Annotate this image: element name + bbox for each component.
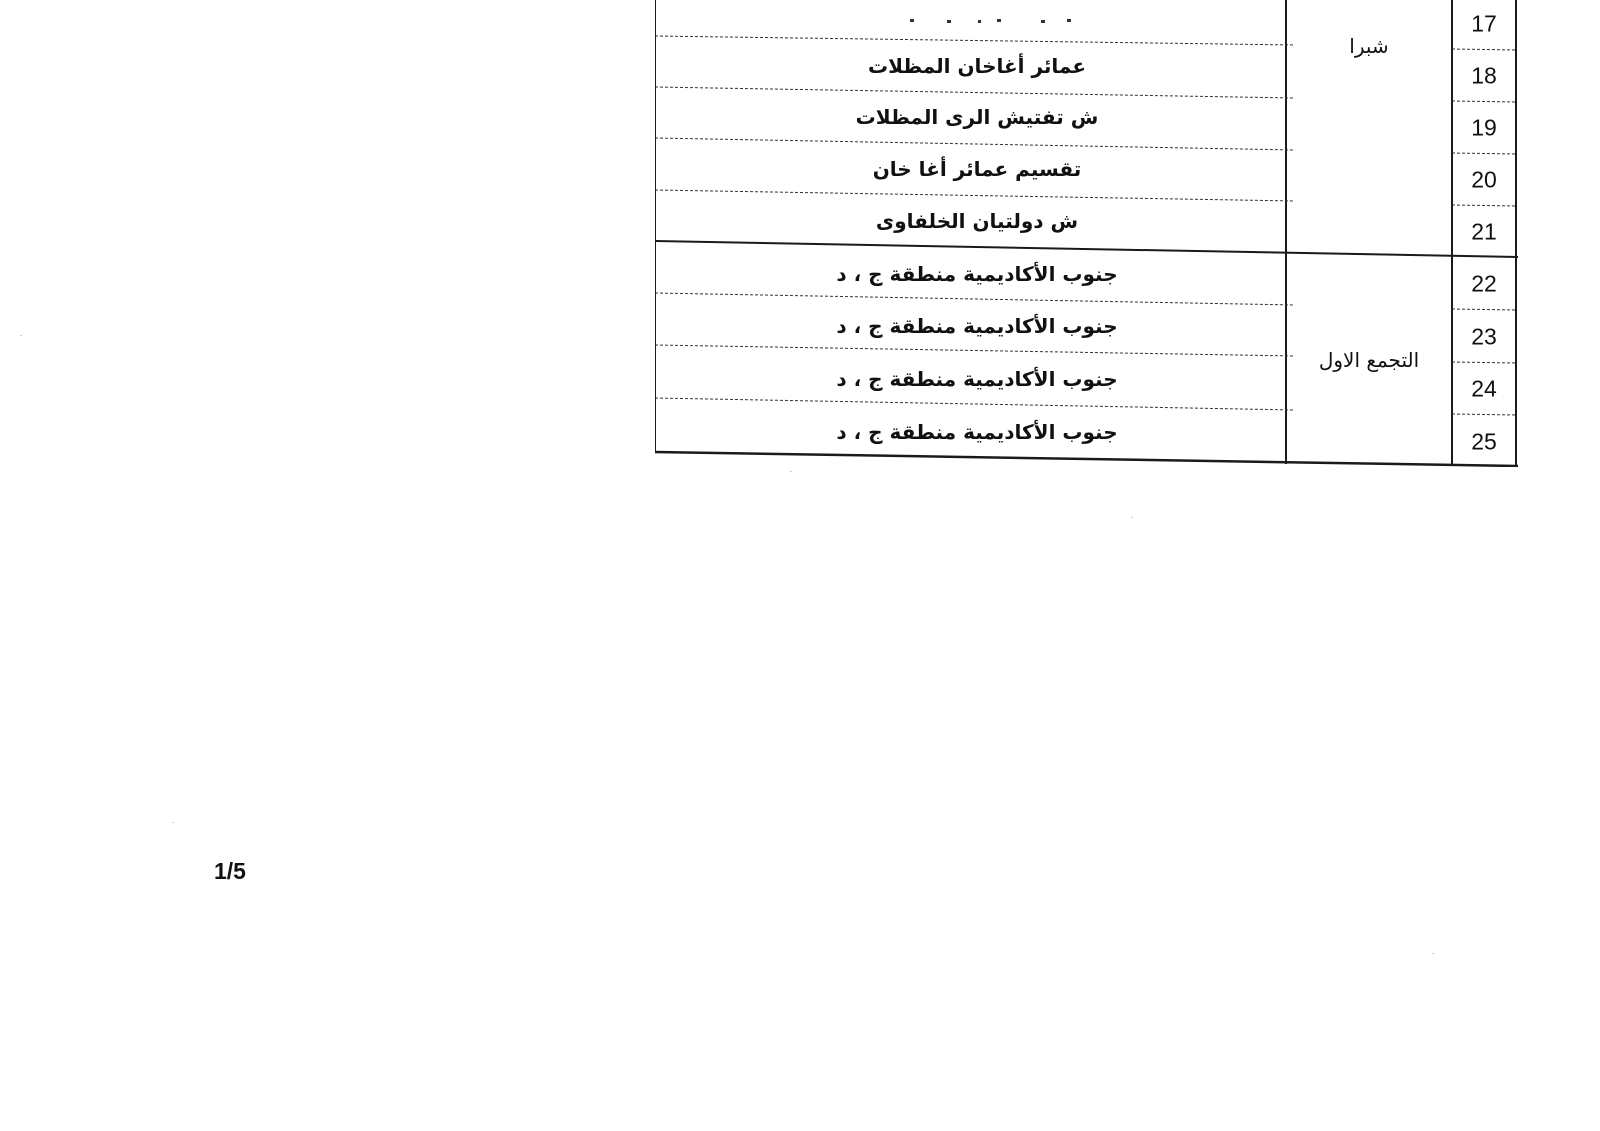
row-number: 20 [1471,166,1497,193]
street-name: عمائر أغاخان المظلات [867,54,1087,78]
scan-speck [172,822,174,823]
street-name: جنوب الأكاديمية منطقة ج ، د [836,262,1118,286]
street-name: ش دولتيان الخلفاوى [875,209,1079,233]
district-name: شبرا [1349,34,1389,58]
street-name: جنوب الأكاديمية منطقة ج ، د [836,314,1118,338]
scan-speck [1131,517,1133,518]
row-number: 21 [1471,218,1497,245]
row-number: 17 [1471,10,1497,37]
street-name: جنوب الأكاديمية منطقة ج ، د [836,367,1118,391]
scan-speck [790,471,792,472]
row-number: 23 [1471,323,1497,350]
street-name: ش تفتيش الرى المظلات [855,105,1099,129]
row-number: 25 [1471,428,1497,455]
row-number: 22 [1471,270,1497,297]
scan-speck [1432,953,1434,954]
row-number: 18 [1471,62,1497,89]
row-number: 19 [1471,114,1497,141]
district-name: التجمع الاول [1318,348,1420,372]
scan-speck [20,335,22,336]
address-table [655,0,1519,467]
table-grid [655,0,1519,467]
page-number: 1/5 [214,858,246,884]
street-name: تقسيم عمائر أغا خان [872,157,1082,181]
row-number: 24 [1471,375,1497,402]
street-name: جنوب الأكاديمية منطقة ج ، د [836,420,1118,444]
